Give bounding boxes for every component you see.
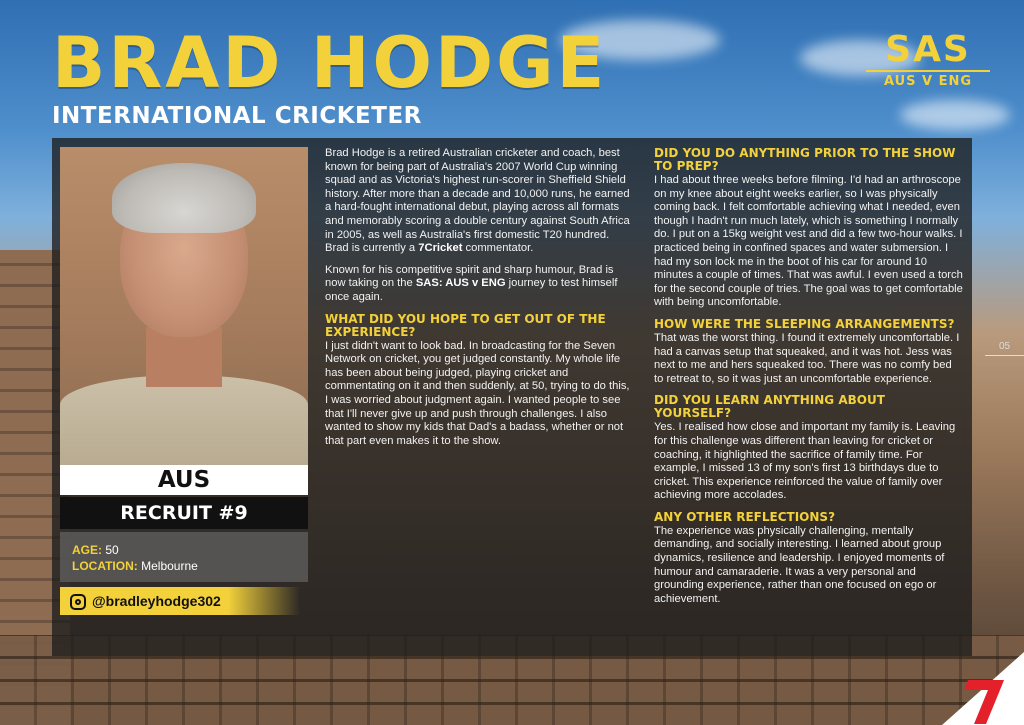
recruit-label: RECRUIT #9 — [60, 497, 308, 529]
page-subtitle: INTERNATIONAL CRICKETER — [52, 103, 422, 129]
intro-paragraph-1 — [325, 147, 633, 256]
location-row — [72, 558, 308, 574]
location-key: LOCATION: — [72, 559, 138, 573]
intro-text-1: Brad Hodge is a retired Australian cricketer and coach, best known for being part of Australia's 2007 World Cup winning squad and as Victoria's highest run-scorer in Sheffield Shield history. After more than a decade and 10,000 runs, he earned a hard-fought international debut, playing across all formats and memorably scoring a double century against South Africa in 2005, as well as Australia's first domestic T20 hundred. Brad is currently a — [325, 147, 630, 255]
question-heading: DID YOU DO ANYTHING PRIOR TO THE SHOW TO PREP? — [654, 146, 956, 173]
age-key: AGE: — [72, 543, 102, 557]
intro-text-2-end: journey to test himself once again. — [325, 277, 618, 303]
answer-text: I just didn't want to look bad. In broadcasting for the Seven Network on cricket, you get judged constantly. My whole life has been about being judged, playing cricket and commentating on it and then suddenly, at 50, trying to do this, I was worried about judgment again. I wanted people to see that I'll never give up and push through challenges. I also wanted to show my kids that Dad's a badass, whether or not that part even makes it to the show. — [325, 339, 630, 447]
country-label: AUS — [60, 465, 308, 495]
instagram-icon — [70, 594, 86, 610]
question-heading: ANY OTHER REFLECTIONS? — [654, 509, 836, 524]
answer-text: That was the worst thing. I found it extremely uncomfortable. I had a canvas setup that squeaked, and it was hot. Jess was next to me and hers squeaked too. There was no comfy bed to retreat to, so it was just an uncomfortable experience. — [654, 331, 960, 385]
instagram-handle[interactable] — [60, 587, 300, 615]
sas-logo-sub: AUS V ENG — [866, 70, 990, 89]
age-row — [72, 542, 308, 558]
photo-shirt — [60, 375, 308, 465]
answer-text: The experience was physically challenging, mentally demanding, and socially interesting. I learned about group dynamics, resilience and leadership. I enjoyed moments of humour and camaraderie. It was a very personal and grounding experience, rather than one focused on ego or achievement. — [654, 524, 945, 605]
cloud — [900, 100, 1010, 130]
page-number: 05 — [999, 341, 1011, 352]
sas-logo — [866, 29, 990, 89]
photo-hair — [112, 163, 256, 233]
answer-text: I had about three weeks before filming. I'd had an arthroscope on my knee about eight weeks earlier, so I was physically coming back. I felt comfortable achieving what I needed, even though I hadn't run much lately, which is something I normally do. I put on a 15kg weight vest and did a few two-hour walks. I practiced being in confined spaces and water submersion. I had my son lock me in the boot of his car for around 10 minutes a couple of times. That was awful. I even used a torch for the second couple of tries. The goal was to get comfortable with being uncomfortable. — [654, 174, 963, 309]
profile-photo — [60, 147, 308, 465]
instagram-text: @bradleyhodge302 — [92, 593, 221, 609]
answer-text: Yes. I realised how close and important my family is. Leaving for this challenge was different than leaving for cricket or coaching, it highlighted the sacrifice of family time. For example, I missed 13 of my son's first 13 birthdays due to cricket. This experience reinforced the value of family over achieving more accolades. — [654, 421, 956, 502]
profile-stats — [60, 532, 308, 582]
intro-text-2: Known for his competitive spirit and sharp humour, Brad is now taking on the — [325, 263, 614, 290]
intro-paragraph-2 — [325, 264, 633, 305]
sas-logo-main: SAS — [885, 29, 971, 70]
page-title: BRAD HODGE — [52, 22, 608, 104]
seven-logo — [922, 652, 1024, 725]
column-right — [654, 147, 964, 614]
question-heading: HOW WERE THE SLEEPING ARRANGEMENTS? — [654, 316, 955, 331]
intro-bold-1: 7Cricket — [418, 242, 463, 255]
location-value: Melbourne — [141, 559, 198, 573]
age-value: 50 — [105, 543, 119, 557]
question-heading: WHAT DID YOU HOPE TO GET OUT OF THE EXPERIENCE? — [325, 311, 606, 339]
column-left — [325, 147, 633, 456]
intro-text-1-end: commentator. — [462, 242, 534, 255]
page-number-rule — [985, 355, 1024, 356]
intro-bold-2: SAS: AUS v ENG — [415, 277, 506, 290]
question-heading: DID YOU LEARN ANYTHING ABOUT YOURSELF? — [654, 393, 885, 421]
